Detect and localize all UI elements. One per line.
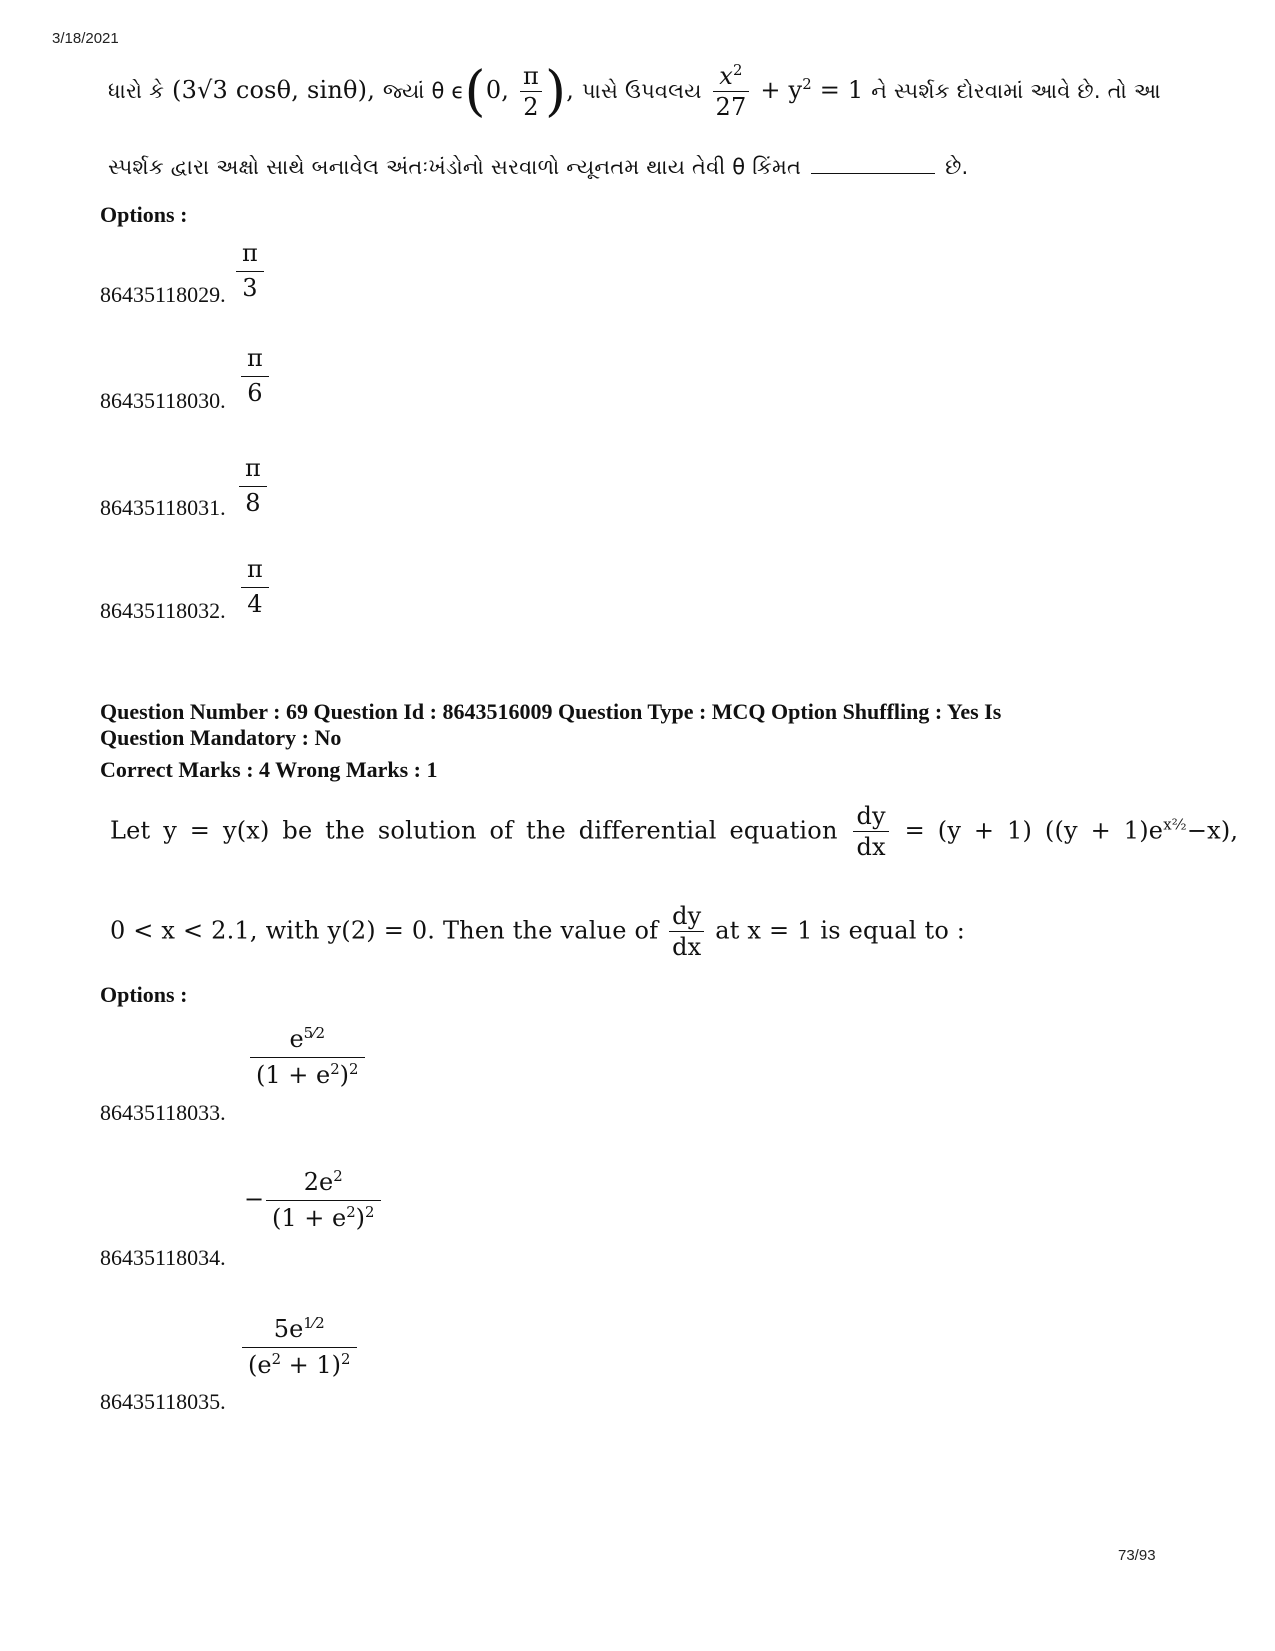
option-id: 86435118033.: [100, 1100, 226, 1125]
option-value: $\frac{e^{5⁄2}}{(1 + e^2)^2}$: [250, 1025, 365, 1089]
frac-den: 2: [520, 91, 541, 120]
q68-plus-y: + y: [760, 75, 803, 104]
options-label: Options :: [100, 982, 188, 1007]
q68-x2-over-27: [713, 62, 750, 121]
option-id: 86435118031.: [100, 495, 226, 520]
option-value: $\frac{\pi}{6}$: [241, 345, 269, 407]
dy-dx-fraction: $\frac{dy}{dx}$: [853, 803, 888, 861]
q69-stem-line-1: [110, 803, 1238, 861]
q68-ellipse-text: પાસે ઉપવલય: [581, 78, 702, 103]
option-value: $\frac{2e^2}{(1 + e^2)^2}$: [266, 1168, 381, 1232]
q68-point: (3√3 cosθ, sinθ): [172, 75, 368, 104]
open-paren: (: [464, 59, 486, 123]
q69-condition-text: 0 < x < 2.1, with y(2) = 0. Then the value of: [110, 916, 659, 945]
q68-stem-line-1: [108, 59, 1161, 123]
q68-tangent-text: ને સ્પર્શક દોરવામાં આવે છે. તો આ: [871, 78, 1161, 103]
option-id: 86435118032.: [100, 598, 226, 623]
answer-blank: [811, 173, 935, 174]
minus-sign: −: [244, 1185, 265, 1213]
q68-equals-one: = 1: [819, 75, 864, 104]
q68-y-exp: 2: [802, 74, 812, 93]
q69-stem-text: Let y = y(x) be the solution of the differential equation: [110, 816, 838, 845]
q68-line2-end: છે.: [945, 155, 969, 179]
option-id: 86435118029.: [100, 282, 226, 307]
q68-where-text: જ્યાં θ ϵ: [382, 78, 465, 103]
option-id: 86435118030.: [100, 388, 226, 413]
q69-rhs: = (y + 1) ((y + 1)e: [904, 816, 1164, 845]
option-value: $\frac{\pi}{3}$: [236, 240, 264, 302]
q68-comma: ,: [367, 75, 376, 104]
q68-line2-text: સ્પર્શક દ્વારા અક્ષો સાથે બનાવેલ અંતઃખંડોનો સરવાળો ન્યૂનતમ થાય તેવી θ કિંમત: [108, 155, 802, 179]
q68-pi-over-2: [520, 63, 542, 121]
print-date: 3/18/2021: [52, 30, 119, 47]
q69-rhs-end: −x),: [1186, 816, 1239, 845]
q69-exponent: x²⁄₂: [1163, 815, 1187, 834]
q68-interval-start: 0,: [485, 75, 510, 104]
option-value: $\frac{5e^{1⁄2}}{(e^2 + 1)^2}$: [242, 1315, 357, 1379]
option-value: $\frac{\pi}{8}$: [239, 455, 267, 517]
q68-comma-2: ,: [566, 75, 575, 104]
question-meta-line-2: Question Mandatory : No: [100, 725, 342, 750]
q69-stem-line-2: [110, 903, 965, 961]
option-id: 86435118035.: [100, 1389, 226, 1414]
close-paren: ): [544, 59, 567, 123]
q68-stem-line-2: [108, 152, 968, 180]
question-marks: Correct Marks : 4 Wrong Marks : 1: [100, 757, 438, 782]
question-meta-line-1: Question Number : 69 Question Id : 8643516009 Question Type : MCQ Option Shuffling : Yes Is: [100, 699, 1002, 724]
option-id: 86435118034.: [100, 1245, 226, 1270]
frac-num: $x^2$: [719, 61, 743, 90]
q68-intro-text: ધારો કે: [108, 78, 165, 103]
frac-den: 27: [713, 91, 750, 120]
dy-dx-fraction: $\frac{dy}{dx}$: [669, 903, 704, 961]
option-value: $\frac{\pi}{4}$: [241, 556, 269, 618]
q69-question-end: at x = 1 is equal to :: [715, 916, 966, 945]
frac-num: π: [522, 61, 539, 90]
options-label: Options :: [100, 202, 188, 227]
page-number: 73/93: [1118, 1547, 1156, 1564]
